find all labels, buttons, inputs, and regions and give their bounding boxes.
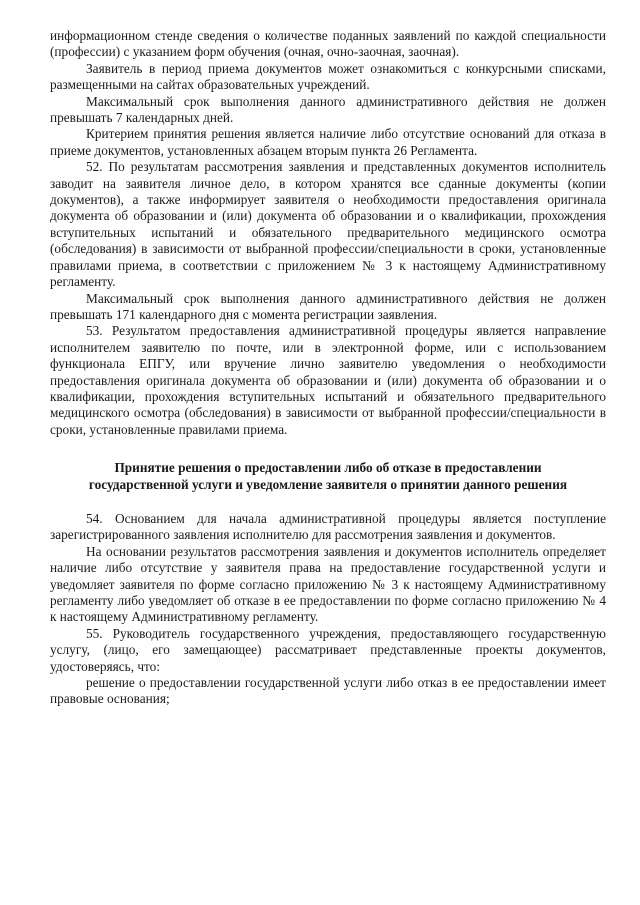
paragraph-item-52: 52. По результатам рассмотрения заявления и представленных документов исполнитель заводит на заявителя личное дело, в котором хранятся все сданные документы (копии документов), а также информирует заявителя о необходимости предоставления оригинала документа об образовании и (или) документа об образовании и о квалификации, прохождения вступительных испытаний и обязательного предварительного медицинского осмотра (обследования) в зависимости от выбранной профессии/специальности в сроки, установленные правилами приема, в соответствии с приложением № 3 к настоящему Административному регламенту. <box>50 159 606 290</box>
paragraph: Максимальный срок выполнения данного административного действия не должен превышать 7 календарных дней. <box>50 93 606 126</box>
section-heading <box>50 460 606 493</box>
paragraph: решение о предоставлении государственной услуги либо отказ в ее предоставлении имеет правовые основания; <box>50 675 606 707</box>
section-heading-line: Принятие решения о предоставлении либо об отказе в предоставлении <box>114 460 542 476</box>
paragraph: Максимальный срок выполнения данного административного действия не должен превышать 171 календарного дня с момента регистрации заявления. <box>50 290 606 322</box>
section-body-top <box>50 28 606 438</box>
paragraph-continuation: информационном стенде сведения о количестве поданных заявлений по каждой специальности (профессии) с указанием форм обучения (очная, очно-заочная, заочная). <box>50 28 606 60</box>
paragraph: На основании результатов рассмотрения заявления и документов исполнитель определяет наличие либо отсутствие у заявителя права на предоставление государственной услуги и уведомляет заявителя по форме согласно приложению № 3 к настоящему Административному регламенту либо уведомляет об отказе в ее предоставлении по форме согласно приложению № 4 к настоящему Административному регламенту. <box>50 543 606 625</box>
paragraph: Критерием принятия решения является наличие либо отсутствие оснований для отказа в приеме документов, установленных абзацем вторым пункта 26 Регламента. <box>50 126 606 158</box>
paragraph-item-54: 54. Основанием для начала административной процедуры является поступление зарегистрированного заявления исполнителю для рассмотрения заявления и документов. <box>50 510 606 543</box>
paragraph-item-55: 55. Руководитель государственного учреждения, предоставляющего государственную услугу, (лицо, его замещающее) рассматривает представленные проекты документов, удостоверяясь, что: <box>50 625 606 674</box>
section-heading-line: государственной услуги и уведомление заявителя о принятии данного решения <box>88 476 568 492</box>
paragraph: Заявитель в период приема документов может ознакомиться с конкурсными списками, размещенными на сайтах образовательных учреждений. <box>50 60 606 93</box>
paragraph-item-53: 53. Результатом предоставления административной процедуры является направление исполнителем заявителю по почте, или в электронной форме, или с использованием функционала ЕПГУ, или вручение лично заявителю уведомления о необходимости предоставления оригинала документа об образовании и (или) документа об образовании и о квалификации, прохождения вступительных испытаний и обязательного предварительного медицинского осмотра (обследования) в зависимости от выбранной профессии/специальности в сроки, установленные правилами приема. <box>50 323 606 437</box>
section-body-bottom <box>50 511 606 708</box>
